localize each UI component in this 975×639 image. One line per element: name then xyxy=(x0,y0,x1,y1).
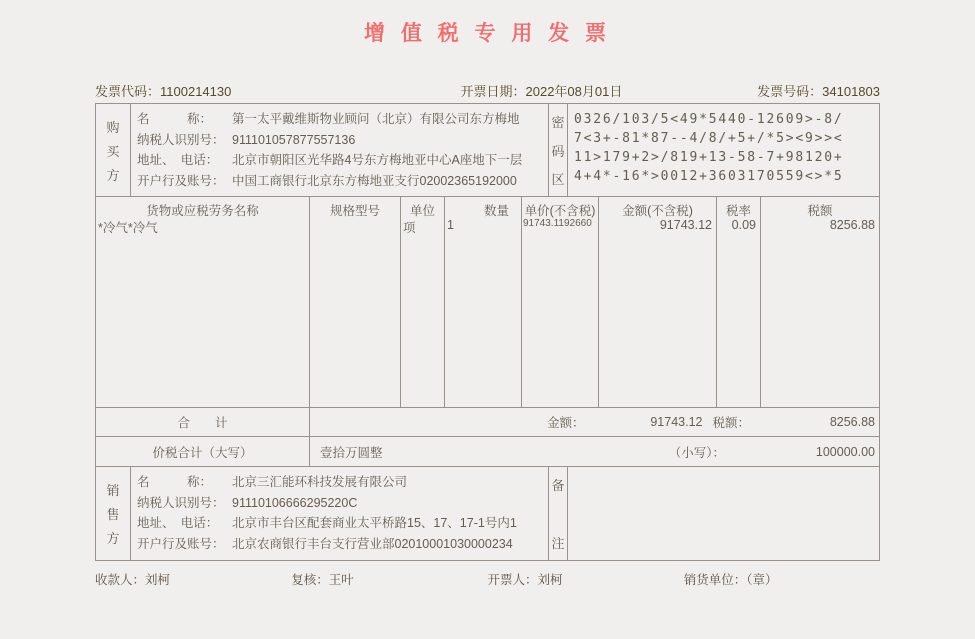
remark-content xyxy=(568,467,879,560)
header-spec: 规格型号 xyxy=(329,204,380,218)
buyer-side-char: 购 xyxy=(106,119,120,135)
column-quantity xyxy=(445,197,522,407)
seller-taxid-row xyxy=(137,493,546,514)
gross-amount-value: 100000.00 xyxy=(815,444,875,459)
password-line: 0326/103/5<49*5440-12609>-8/ xyxy=(574,112,844,127)
buyer-bank-row xyxy=(137,171,546,192)
header-tax-rate: 税率 xyxy=(725,204,751,218)
header-tax: 税额 xyxy=(807,204,833,218)
remark-side-char: 备 xyxy=(551,478,565,493)
invoice-number-label: 发票号码： xyxy=(757,83,823,99)
column-tax-rate xyxy=(717,197,761,407)
column-amount xyxy=(599,197,717,407)
item-unit: 项 xyxy=(403,221,416,235)
drawer-value: 刘柯 xyxy=(537,573,563,587)
item-tax: 8256.88 xyxy=(829,218,875,232)
total-amount-value: 91743.12 xyxy=(650,415,703,429)
header-amount: 金额(不含税) xyxy=(622,204,693,218)
seller-unit-seal: 销货单位：（章） xyxy=(683,573,778,587)
seller-side-label xyxy=(96,467,131,560)
password-area-content xyxy=(568,104,879,196)
buyer-address-row xyxy=(137,150,546,171)
gross-total-values xyxy=(310,437,879,466)
password-side-char: 码 xyxy=(551,143,565,159)
item-quantity: 1 xyxy=(447,218,454,232)
payee-label: 收款人： xyxy=(95,573,146,587)
seller-name-label: 名 称： xyxy=(137,475,213,489)
goods-table xyxy=(96,196,879,407)
total-values xyxy=(310,408,879,436)
gross-total-label: 价税合计（大写） xyxy=(96,437,310,466)
issue-date xyxy=(461,81,623,100)
seller-side-char: 方 xyxy=(106,531,120,546)
remark-side-label xyxy=(548,467,568,560)
invoice-code-label: 发票代码： xyxy=(95,83,161,99)
invoice-body xyxy=(95,103,880,561)
remark-side-char: 注 xyxy=(551,536,565,551)
buyer-taxid-label: 纳税人识别号： xyxy=(137,132,225,147)
invoice-title: 增 值 税 专 用 发 票 xyxy=(363,22,611,45)
column-goods-name xyxy=(96,197,310,407)
seller-side-char: 售 xyxy=(106,507,120,522)
reviewer-label: 复核： xyxy=(291,573,329,587)
buyer-side-label xyxy=(96,104,131,196)
password-side-char: 区 xyxy=(551,172,565,187)
invoice-page xyxy=(0,17,975,588)
invoice-code-value: 1100214130 xyxy=(160,83,232,99)
buyer-bank-value: 中国工商银行北京东方梅地亚支行02002365192000 xyxy=(232,173,517,188)
total-row xyxy=(96,407,879,436)
column-unit-price xyxy=(522,197,599,407)
seller-section xyxy=(96,466,879,560)
seller-address-row xyxy=(137,513,546,534)
invoice-code xyxy=(95,81,231,100)
password-side-char: 密 xyxy=(551,115,565,130)
reviewer xyxy=(291,570,487,588)
footer-row xyxy=(95,570,880,588)
seller-info xyxy=(131,467,548,560)
buyer-side-char: 买 xyxy=(106,143,120,159)
gross-small-label: （小写）： xyxy=(668,445,725,460)
invoice-number xyxy=(757,81,880,100)
buyer-info xyxy=(131,104,548,196)
header-goods-name: 货物或应税劳务名称 xyxy=(146,204,259,218)
seller-taxid-value: 91110106666295220C xyxy=(232,495,358,510)
password-line: 11>179+2>/819+13-58-7+98120+ xyxy=(574,150,844,165)
total-tax-value: 8256.88 xyxy=(829,415,875,429)
amount-in-words: 壹拾万圆整 xyxy=(320,445,383,460)
seller-bank-value: 北京农商银行丰台支行营业部02010001030000234 xyxy=(232,536,513,551)
item-tax-rate: 0.09 xyxy=(731,218,756,232)
buyer-address-value: 北京市朝阳区光华路4号东方梅地亚中心A座地下一层 xyxy=(232,153,523,168)
drawer xyxy=(488,570,684,588)
seller-address-value: 北京市丰台区配套商业太平桥路15、17、17-1号内1 xyxy=(232,516,517,531)
buyer-side-char: 方 xyxy=(106,167,120,183)
buyer-bank-label: 开户行及账号： xyxy=(137,173,225,188)
header-unit-price: 单价(不含税) xyxy=(524,204,596,218)
password-line: 4+4*-16*>0012+3603170559<>*5 xyxy=(574,169,844,184)
payee xyxy=(95,570,291,588)
gross-total-row xyxy=(96,436,879,466)
item-unit-price: 91743.1192660 xyxy=(523,218,592,229)
buyer-name-value: 第一太平戴维斯物业顾问（北京）有限公司东方梅地 xyxy=(232,112,520,126)
header-unit: 单位 xyxy=(409,204,435,218)
total-amount-label: 金额： xyxy=(546,416,585,430)
seller-name-value: 北京三汇能环科技发展有限公司 xyxy=(232,475,408,489)
seller-name-row xyxy=(137,472,546,493)
buyer-section xyxy=(96,104,879,196)
payee-value: 刘柯 xyxy=(145,573,171,587)
column-spec xyxy=(310,197,401,407)
seller-bank-row xyxy=(137,534,546,555)
seller-taxid-label: 纳税人识别号： xyxy=(137,495,225,510)
item-amount: 91743.12 xyxy=(659,218,712,232)
seller-bank-label: 开户行及账号： xyxy=(137,536,225,551)
column-unit xyxy=(401,197,445,407)
buyer-taxid-row xyxy=(137,130,546,151)
invoice-meta-row xyxy=(95,79,880,101)
item-spec xyxy=(310,217,400,219)
password-area-side-label xyxy=(548,104,568,196)
buyer-address-label: 地址、 电话： xyxy=(137,153,219,168)
header-quantity: 数量 xyxy=(483,204,509,218)
drawer-label: 开票人： xyxy=(487,573,538,587)
issue-date-value: 2022年08月01日 xyxy=(525,83,623,99)
issue-date-label: 开票日期： xyxy=(460,83,526,99)
password-line: 7<3+-81*87--4/8/+5+/*5><9>>< xyxy=(574,131,844,146)
column-tax xyxy=(761,197,879,407)
buyer-name-row xyxy=(137,109,546,130)
buyer-taxid-value: 911101057877557136 xyxy=(232,132,356,147)
seller-address-label: 地址、 电话： xyxy=(137,516,219,531)
total-tax-label: 税额： xyxy=(712,416,750,430)
buyer-name-label: 名 称： xyxy=(137,112,213,126)
total-label: 合 计 xyxy=(96,408,310,436)
seller-side-char: 销 xyxy=(106,483,120,498)
reviewer-value: 王叶 xyxy=(328,573,354,587)
item-goods-name: *冷气*冷气 xyxy=(98,221,158,235)
invoice-number-value: 34101803 xyxy=(822,83,880,99)
